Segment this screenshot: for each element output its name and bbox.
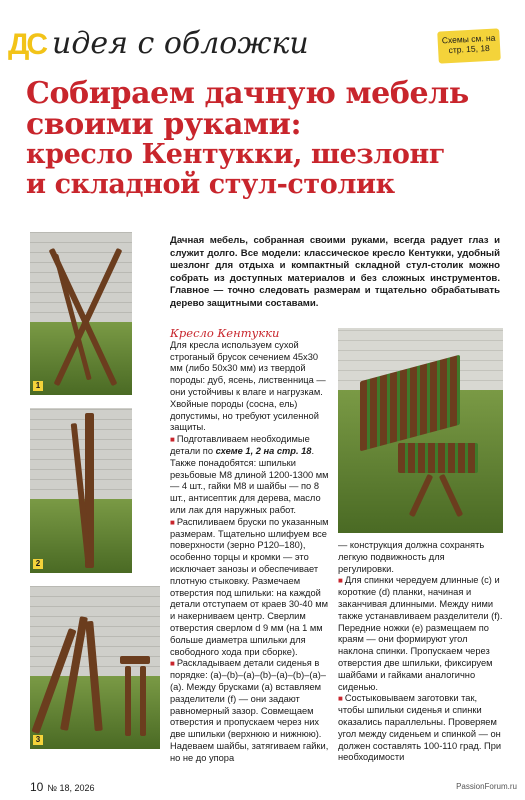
bullet-icon: ■ (338, 694, 343, 704)
photo-lounger-set (338, 328, 503, 533)
title-line-3: кресло Кентукки, шезлонг (26, 139, 445, 170)
rubric-title: идея с обложки (52, 26, 309, 61)
photo-number-3: 3 (33, 735, 43, 745)
paragraph: ■ Распиливаем бруски по указанным размерам. Тщательно шлифуем все поверхности (зерно Р120–180), особенно торцы и кромки — это исключает занозы и обеспечивает плотную стыковку. Размечаем отверстия под шпильки: на каждой детали отступаем от краев 30-40 мм и накерниваем центр. Сверлим отверстия сверлом d 9 мм (на 1 мм больше диаметра шпильки для свободного хода при сборке). (170, 516, 329, 657)
title-line-1: Собираем дачную мебель (26, 76, 469, 111)
paragraph: ■ Подготавливаем необходимые детали по схеме 1, 2 на стр. 18. Также понадобятся: шпильки резьбовые М8 длиной 1200-1300 мм — 4 шт., гайки М8 и шайбы — по 8 шт., антисептик для дерева, масло или лак для наружных работ. (170, 434, 329, 515)
photo-number-2: 2 (33, 559, 43, 569)
article-title (26, 78, 506, 200)
title-line-2: своими руками: (26, 107, 302, 142)
page-number: 10 (30, 780, 44, 794)
paragraph: ■ Состыковываем заготовки так, чтобы шпильки сиденья и спинки оказались параллельны. Проверяем угол между сиденьем и спинкой — он должен составлять 100-110 град. При необходимости (338, 693, 502, 763)
page-footer (30, 780, 95, 794)
paragraph: ■ Раскладываем детали сиденья в порядке: (а)–(b)–(а)–(b)–(а)–(b)–(а)–(а). Между брусками (а) вставляем разделители (f) — они задают равномерный зазор. Совмещаем отверстия и пропускаем через них две шпильки (верхнюю и нижнюю). Надеваем шайбы, затягиваем гайки, но не до упора (170, 658, 329, 763)
article-intro: Дачная мебель, собранная своими руками, всегда радует глаз и служит долго. Все модели: классическое кресло Кентукки, удобный шезлонг для отдыха и компактный складной стул-столик можно собрать из доступных материалов и без сложных инструментов. Главное — точно следовать размерам и тщательно обрабатывать дерево защитными составами. (170, 235, 500, 309)
title-line-4: и складной стул-столик (26, 169, 395, 200)
bullet-icon: ■ (170, 435, 175, 445)
site-watermark: PassionForum.ru (456, 782, 517, 791)
magazine-logo: ДС (8, 28, 46, 61)
text-column-2 (338, 540, 503, 764)
photo-chair-folded-1 (30, 232, 132, 395)
photo-chair-and-table (30, 586, 160, 749)
paragraph: ■ Для спинки чередуем длинные (с) и короткие (d) планки, начиная и заканчивая длинными. Между ними также устанавливаем разделители (f). Передние ножки (е) размещаем по краям — они формируют угол наклона спинки. Пропускаем через отверстия две шпильки, фиксируем шайбами и гайками аналогично сиденью. (338, 575, 503, 692)
photo-chair-folded-2 (30, 408, 132, 573)
subheading-kentucky-chair: Кресло Кентукки (170, 326, 280, 340)
paragraph: — конструкция должна сохранять легкую подвижность для регулировки. (338, 540, 485, 574)
scheme-note-badge: Схемы см. на стр. 15, 18 (437, 28, 501, 63)
bullet-icon: ■ (170, 517, 175, 527)
bullet-icon: ■ (170, 659, 175, 669)
scheme-reference: схеме 1, 2 на стр. 18 (215, 445, 312, 456)
paragraph: Для кресла используем сухой строганый брусок сечением 45х30 мм (либо 50х30 мм) из твердой породы: дуб, ясень, лиственница — они устойчивы к влаге и нагрузкам. Хвойные породы (сосна, ель) допустимы, но требуют усиленной защиты. (170, 339, 326, 433)
text-column-1 (170, 328, 330, 764)
photo-number-1: 1 (33, 381, 43, 391)
bullet-icon: ■ (338, 576, 343, 586)
issue-number: № 18, 2026 (47, 783, 95, 793)
